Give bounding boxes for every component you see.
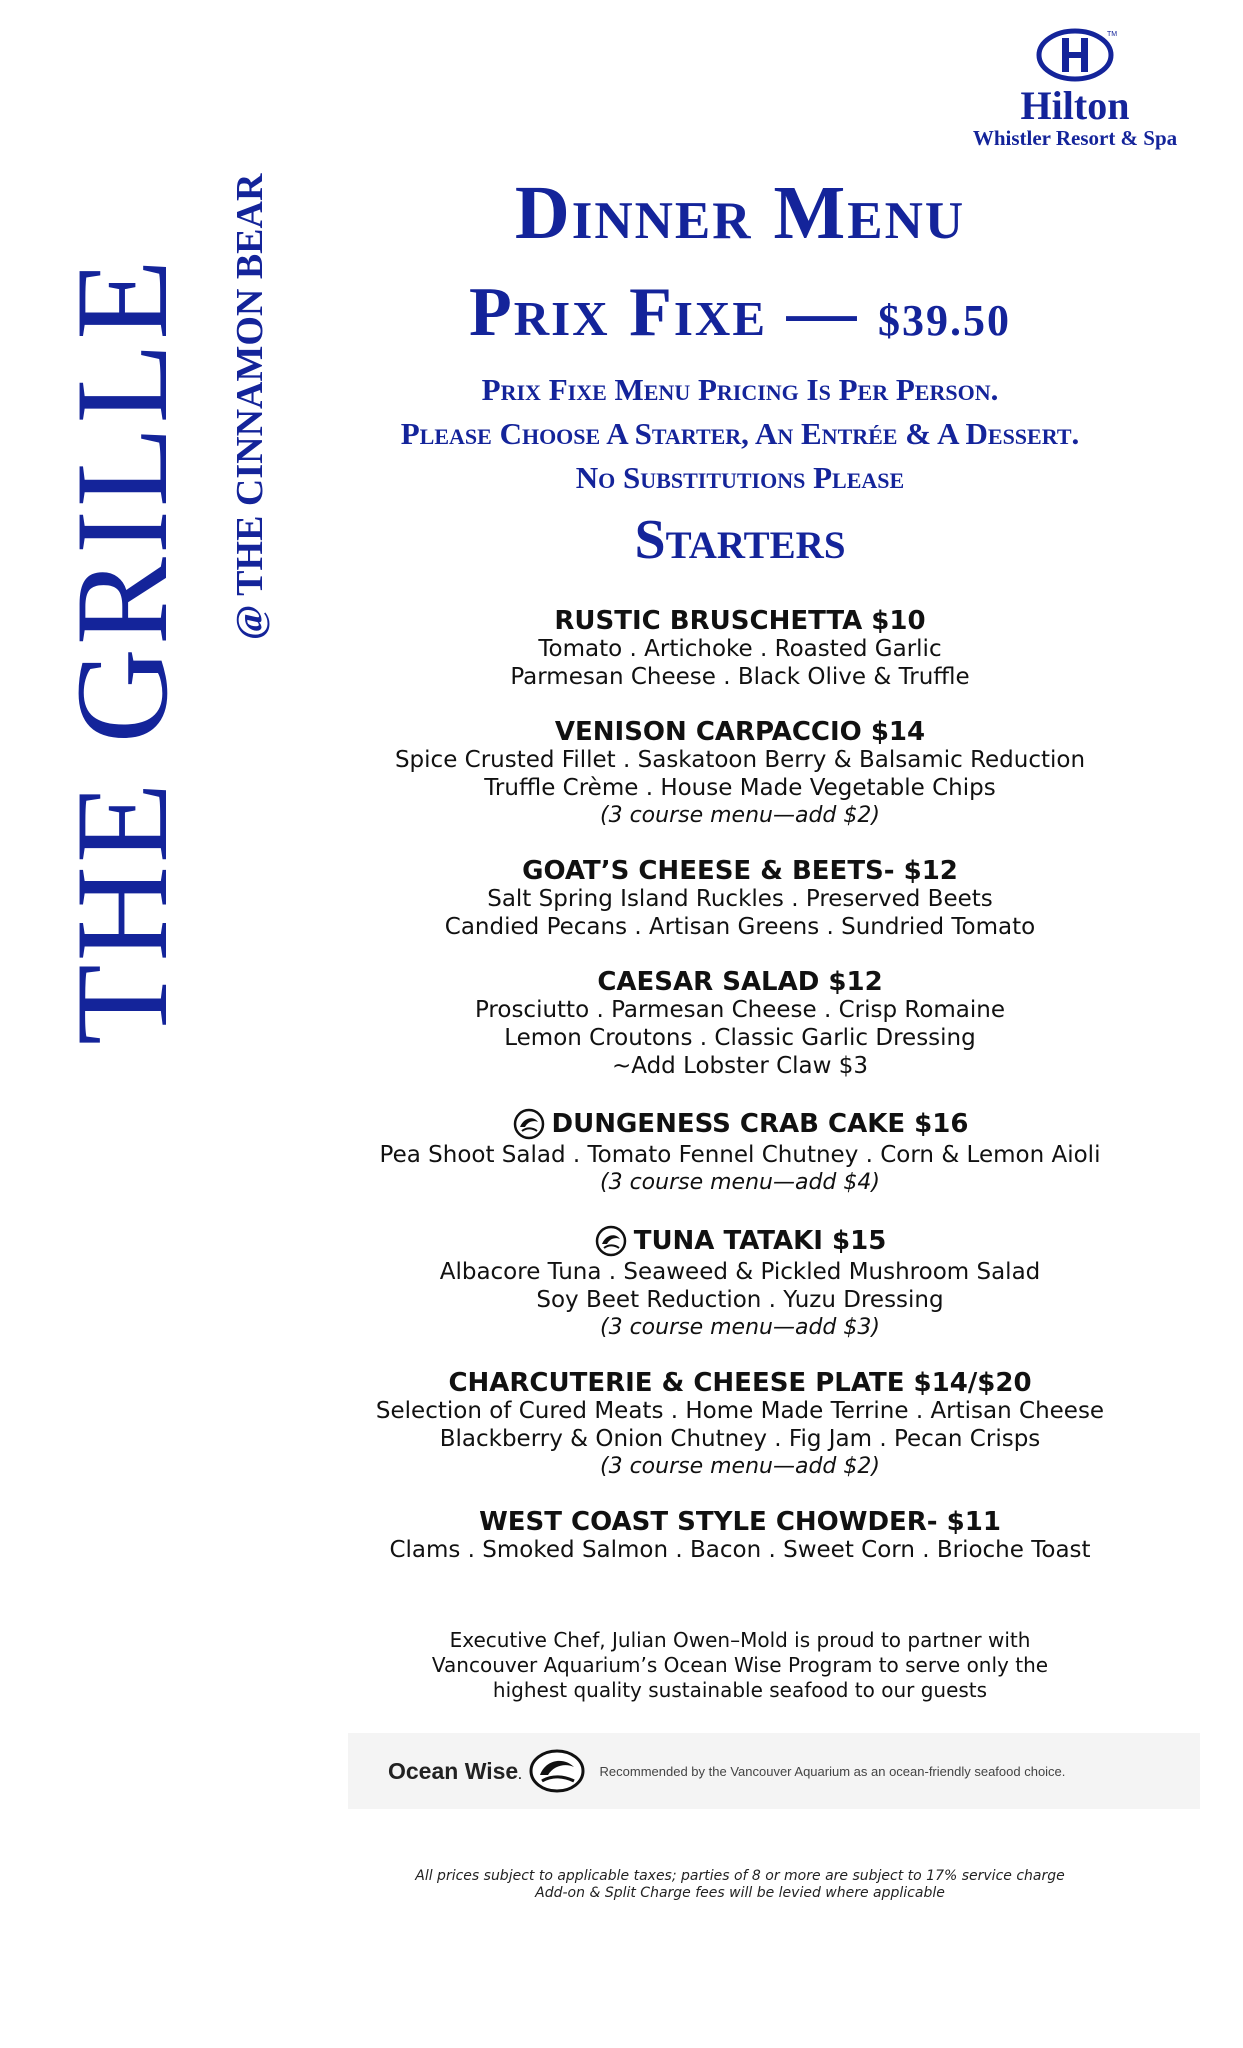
ocean-wise-banner [348, 1733, 1200, 1809]
hilton-h-icon [1035, 26, 1118, 84]
menu-title: Dinner Menu [514, 171, 966, 255]
item-name: VENISON CARPACCIO $14 [554, 717, 926, 747]
restaurant-subtitle: @ THE CINNAMON BEAR [229, 173, 271, 640]
menu-item [340, 1224, 1140, 1342]
chef-note [340, 1628, 1140, 1703]
item-name: CAESAR SALAD $12 [597, 967, 883, 997]
footer-note [340, 1868, 1140, 1902]
item-note: (3 course menu—add $2) [600, 803, 880, 828]
item-description: Blackberry & Onion Chutney . Fig Jam . Pecan Crisps [439, 1426, 1041, 1452]
item-note: (3 course menu—add $3) [600, 1315, 880, 1340]
intro-line: No Substitutions Please [575, 460, 905, 495]
item-description: Selection of Cured Meats . Home Made Terrine . Artisan Cheese [375, 1398, 1105, 1424]
item-note: (3 course menu—add $2) [600, 1454, 880, 1479]
section-title: Starters [634, 509, 846, 571]
item-description: Parmesan Cheese . Black Olive & Truffle [510, 664, 970, 690]
item-description: Prosciutto . Parmesan Cheese . Crisp Romaine [474, 997, 1006, 1023]
footer-line: All prices subject to applicable taxes; parties of 8 or more are subject to 17% service charge [415, 1868, 1065, 1884]
item-name: GOAT’S CHEESE & BEETS- $12 [522, 856, 958, 886]
brand-location: Whistler Resort & Spa [972, 126, 1178, 150]
brand-name: Hilton [1020, 83, 1130, 128]
item-description: Candied Pecans . Artisan Greens . Sundried Tomato [444, 914, 1036, 940]
item-name: CHARCUTERIE & CHEESE PLATE $14/$20 [448, 1368, 1032, 1398]
ocean-wise-icon [512, 1107, 546, 1141]
intro-text [340, 368, 1140, 500]
item-description: Soy Beet Reduction . Yuzu Dressing [536, 1287, 944, 1313]
prix-fixe-dash: — [786, 274, 859, 351]
item-description: Albacore Tuna . Seaweed & Pickled Mushroom Salad [439, 1259, 1041, 1285]
item-description: Lemon Croutons . Classic Garlic Dressing [504, 1025, 976, 1051]
item-description: Spice Crusted Fillet . Saskatoon Berry & Balsamic Reduction [394, 747, 1086, 773]
menu-item [340, 857, 1140, 941]
menu-item [340, 607, 1140, 691]
item-name-row [340, 1107, 1140, 1141]
item-name: RUSTIC BRUSCHETTA $10 [554, 606, 926, 636]
chef-note-line: Vancouver Aquarium’s Ocean Wise Program to serve only the [431, 1653, 1049, 1677]
item-description: Pea Shoot Salad . Tomato Fennel Chutney . Corn & Lemon Aioli [379, 1142, 1101, 1168]
prix-fixe-price: $39.50 [878, 296, 1011, 345]
hilton-logo [955, 26, 1195, 150]
ocean-wise-icon [594, 1224, 628, 1258]
item-description: Clams . Smoked Salmon . Bacon . Sweet Corn . Brioche Toast [389, 1537, 1091, 1563]
chef-note-line: highest quality sustainable seafood to our guests [492, 1678, 988, 1702]
prix-fixe-heading [340, 268, 1140, 366]
menu-item [340, 1369, 1140, 1481]
intro-line: Please Choose A Starter, An Entrée & A Dessert. [400, 416, 1080, 451]
item-addon: ~Add Lobster Claw $3 [611, 1053, 869, 1079]
starters-list [340, 607, 1140, 1591]
item-name-row [340, 1224, 1140, 1258]
trademark-mark: TM [1107, 31, 1118, 38]
menu-item [340, 968, 1140, 1080]
item-description: Salt Spring Island Ruckles . Preserved Beets [487, 886, 993, 912]
menu-item [340, 1107, 1140, 1197]
item-description: Tomato . Artichoke . Roasted Garlic [538, 636, 942, 662]
item-description: Truffle Crème . House Made Vegetable Chips [484, 775, 996, 801]
item-name: DUNGENESS CRAB CAKE $16 [551, 1109, 969, 1139]
item-note: (3 course menu—add $4) [600, 1170, 880, 1195]
footer-line: Add-on & Split Charge fees will be levied where applicable [535, 1885, 945, 1901]
restaurant-title: THE GRILLE [48, 256, 195, 1045]
ocean-wise-logo-icon [528, 1747, 586, 1795]
ocean-wise-name: Ocean Wise. [388, 1757, 522, 1784]
item-name: TUNA TATAKI $15 [633, 1226, 887, 1256]
chef-note-line: Executive Chef, Julian Owen–Mold is proud to partner with [449, 1628, 1031, 1652]
menu-item [340, 718, 1140, 830]
prix-fixe-label: Prix Fixe [469, 274, 767, 351]
item-name: WEST COAST STYLE CHOWDER- $11 [479, 1507, 1001, 1537]
menu-item [340, 1508, 1140, 1564]
ocean-wise-tagline: Recommended by the Vancouver Aquarium as an ocean-friendly seafood choice. [599, 1763, 1066, 1779]
intro-line: Prix Fixe Menu Pricing Is Per Person. [481, 372, 999, 407]
